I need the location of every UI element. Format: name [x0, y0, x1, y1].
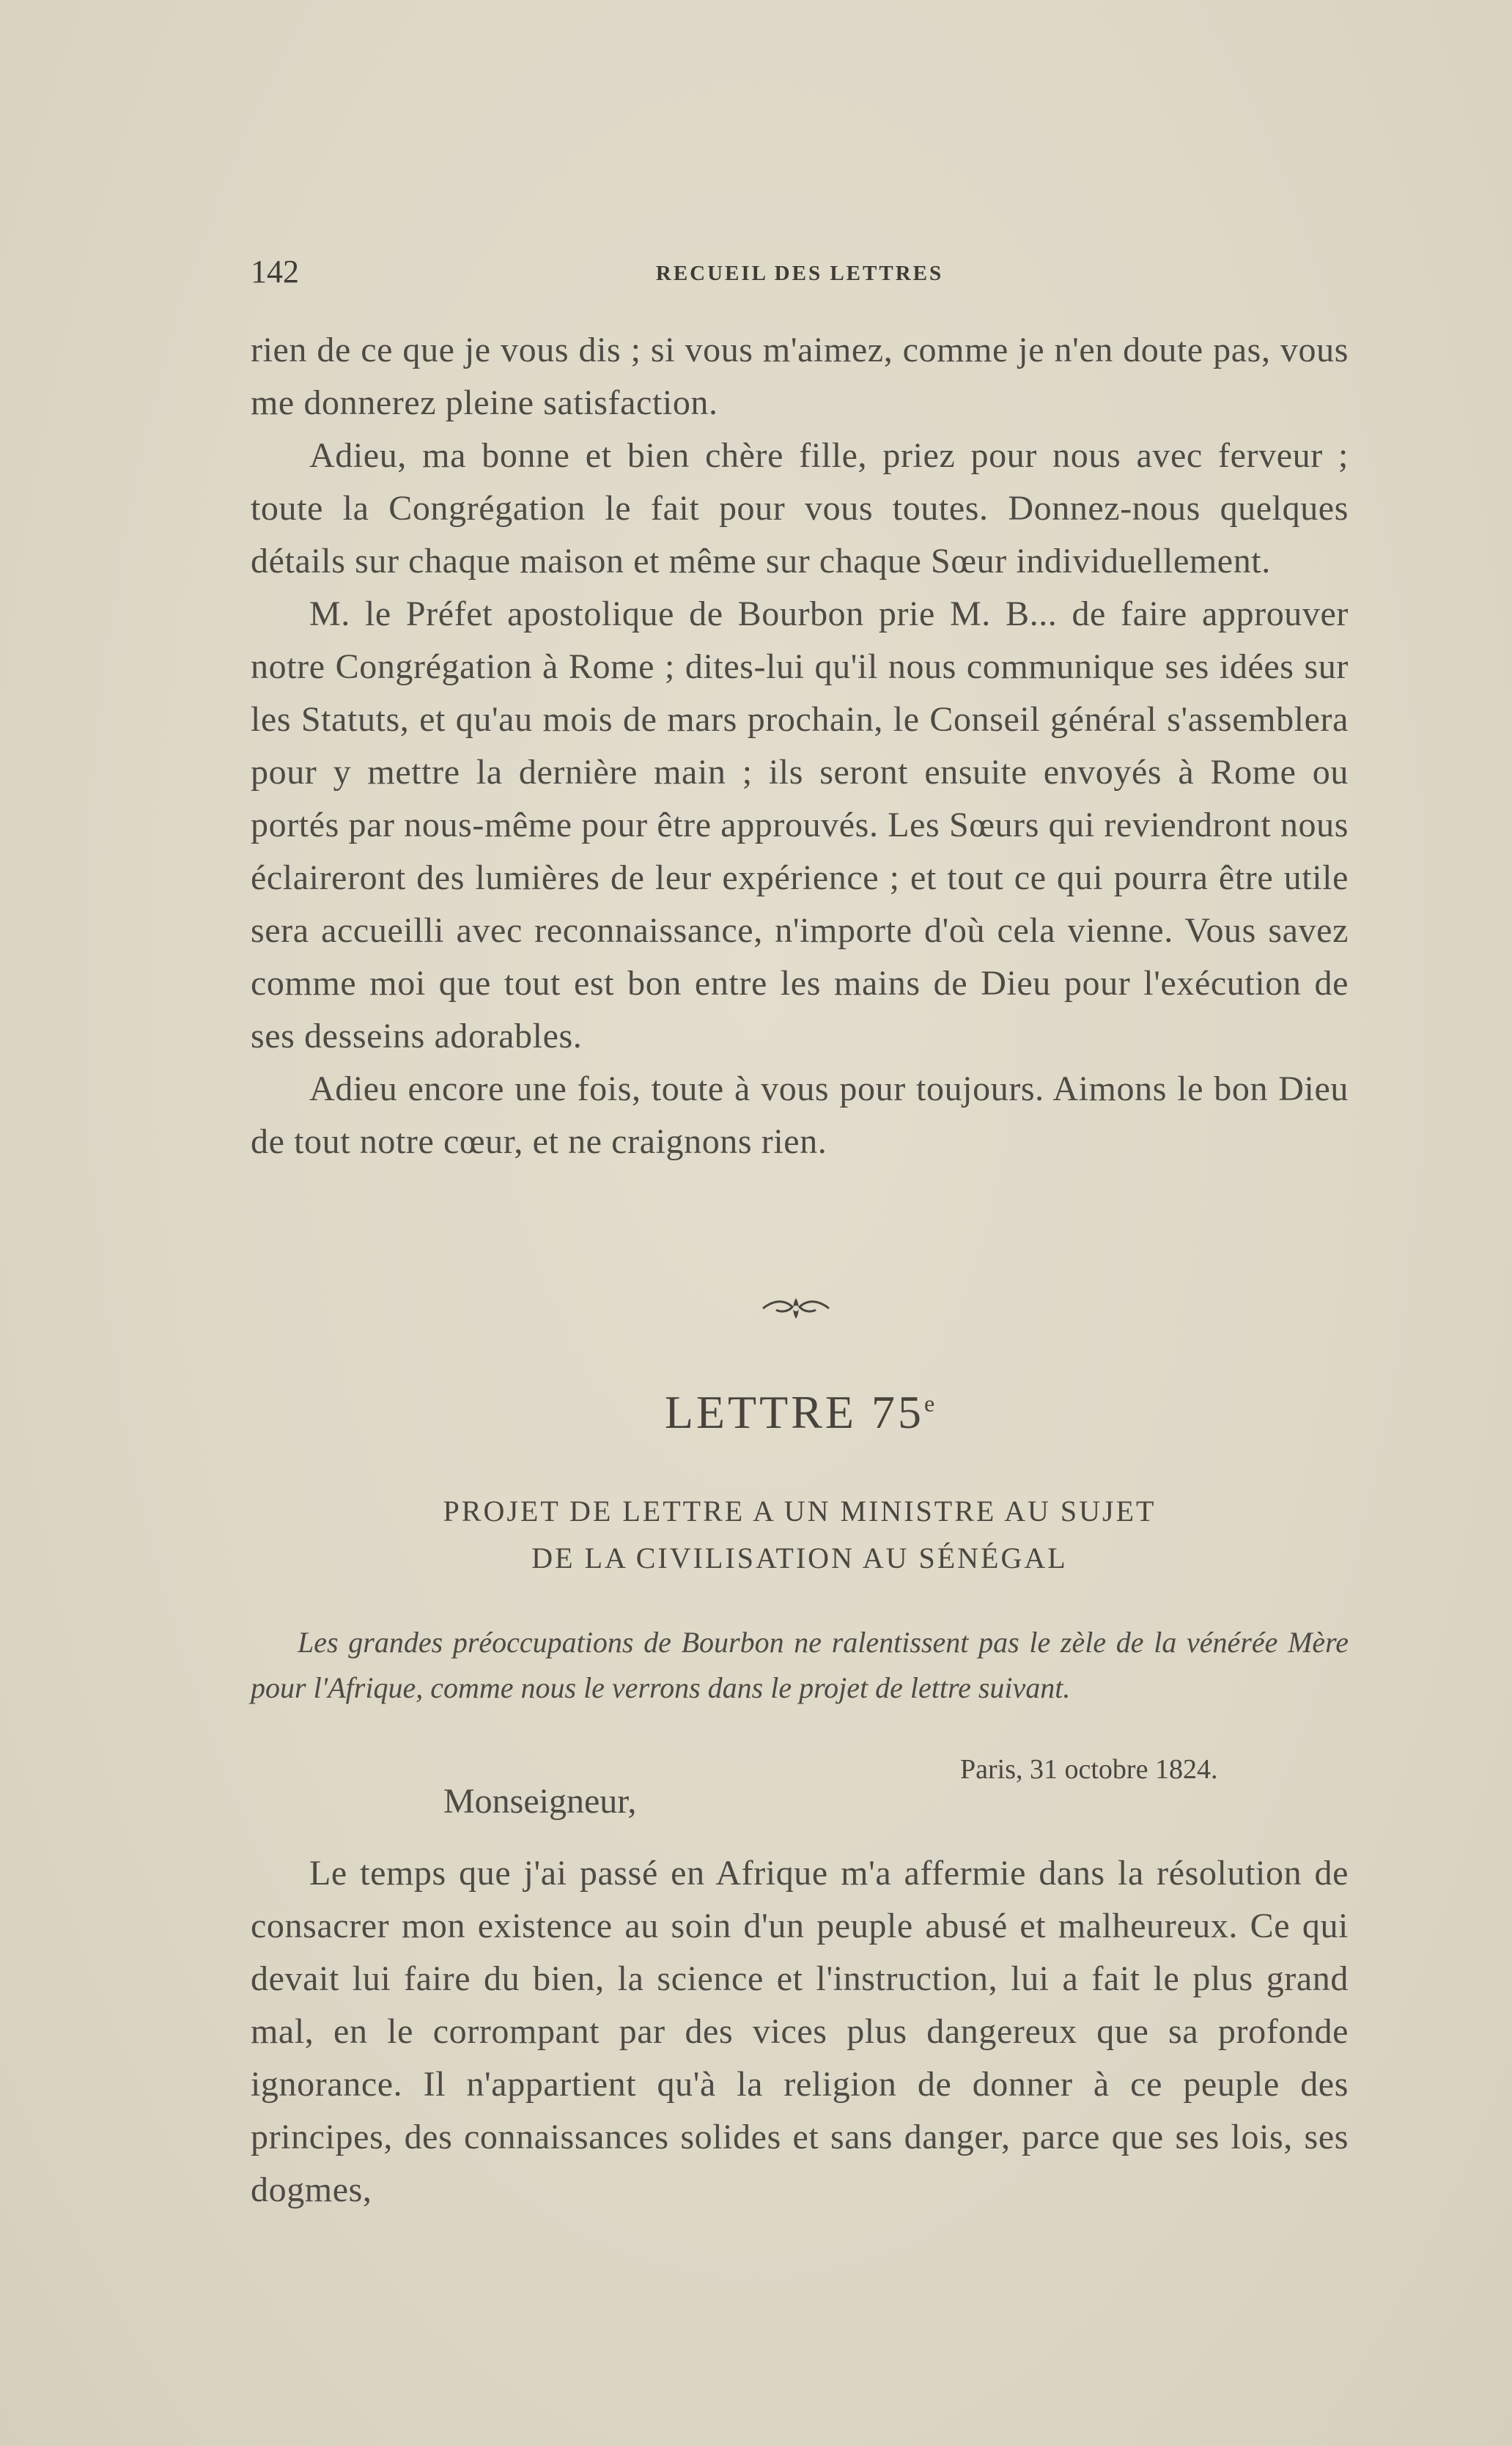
letter-title-text: LETTRE 75: [664, 1386, 924, 1438]
letter-title-superscript: e: [923, 1390, 935, 1417]
fleuron-ornament-icon: [756, 1294, 836, 1323]
letter-title: [251, 1385, 1349, 1440]
subtitle-line-2: DE LA CIVILISATION AU SÉNÉGAL: [531, 1541, 1068, 1574]
letter-body-paragraph: Le temps que j'ai passé en Afrique m'a affermie dans la résolution de consacrer mon existence au soin d'un peuple abusé et malheureux. Ce qui devait lui faire du bien, la science et l'instruction, lui a fait le plus grand mal, en le corrompant par des vices plus dangereux que sa profonde ignorance. Il n'appartient qu'à la religion de donner à ce peuple des principes, des connaissances solides et sans danger, parce que ses lois, ses dogmes,: [251, 1854, 1349, 2209]
dateline: Paris, 31 octobre 1824.: [960, 1754, 1218, 1785]
paragraph-prefet: M. le Préfet apostolique de Bourbon prie M. B... de faire approuver notre Congrégation à Rome ; dites-lui qu'il nous communique ses idées sur les Statuts, et qu'au mois de mars prochain, le Conseil général s'assemblera pour y mettre la dernière main ; ils seront ensuite envoyés à Rome ou portés par nous-même pour être approuvés. Les Sœurs qui reviendront nous éclaireront des lumières de leur expérience ; et tout ce qui pourra être utile sera accueilli avec reconnaissance, n'importe d'où cela vienne. Vous savez comme moi que tout est bon entre les mains de Dieu pour l'exécution de ses desseins adorables.: [251, 594, 1349, 1056]
paragraph-adieu: Adieu, ma bonne et bien chère fille, priez pour nous avec ferveur ; toute la Congrégation le fait pour vous toutes. Donnez-nous quelques détails sur chaque maison et même sur chaque Sœur individuellement.: [251, 436, 1349, 581]
top-text-block: [251, 324, 1349, 1168]
page-number: 142: [251, 254, 299, 290]
subtitle-line-1: PROJET DE LETTRE A UN MINISTRE AU SUJET: [443, 1495, 1157, 1528]
paragraph-adieu-encore: Adieu encore une fois, toute à vous pour toujours. Aimons le bon Dieu de tout notre cœur, et ne craignons rien.: [251, 1069, 1349, 1161]
letter-body-block: [251, 1847, 1349, 2217]
page-header: [251, 253, 1349, 297]
running-title: RECUEIL DES LETTRES: [655, 262, 944, 285]
letter-subtitle: [251, 1488, 1349, 1582]
paragraph-continuation: rien de ce que je vous dis ; si vous m'aimez, comme je n'en doute pas, vous me donnerez pleine satisfaction.: [251, 331, 1349, 422]
salutation: Monseigneur,: [443, 1782, 637, 1821]
editorial-intro: Les grandes préoccupations de Bourbon ne ralentissent pas le zèle de la vénérée Mère pour l'Afrique, comme nous le verrons dans le projet de lettre suivant.: [251, 1626, 1349, 1704]
